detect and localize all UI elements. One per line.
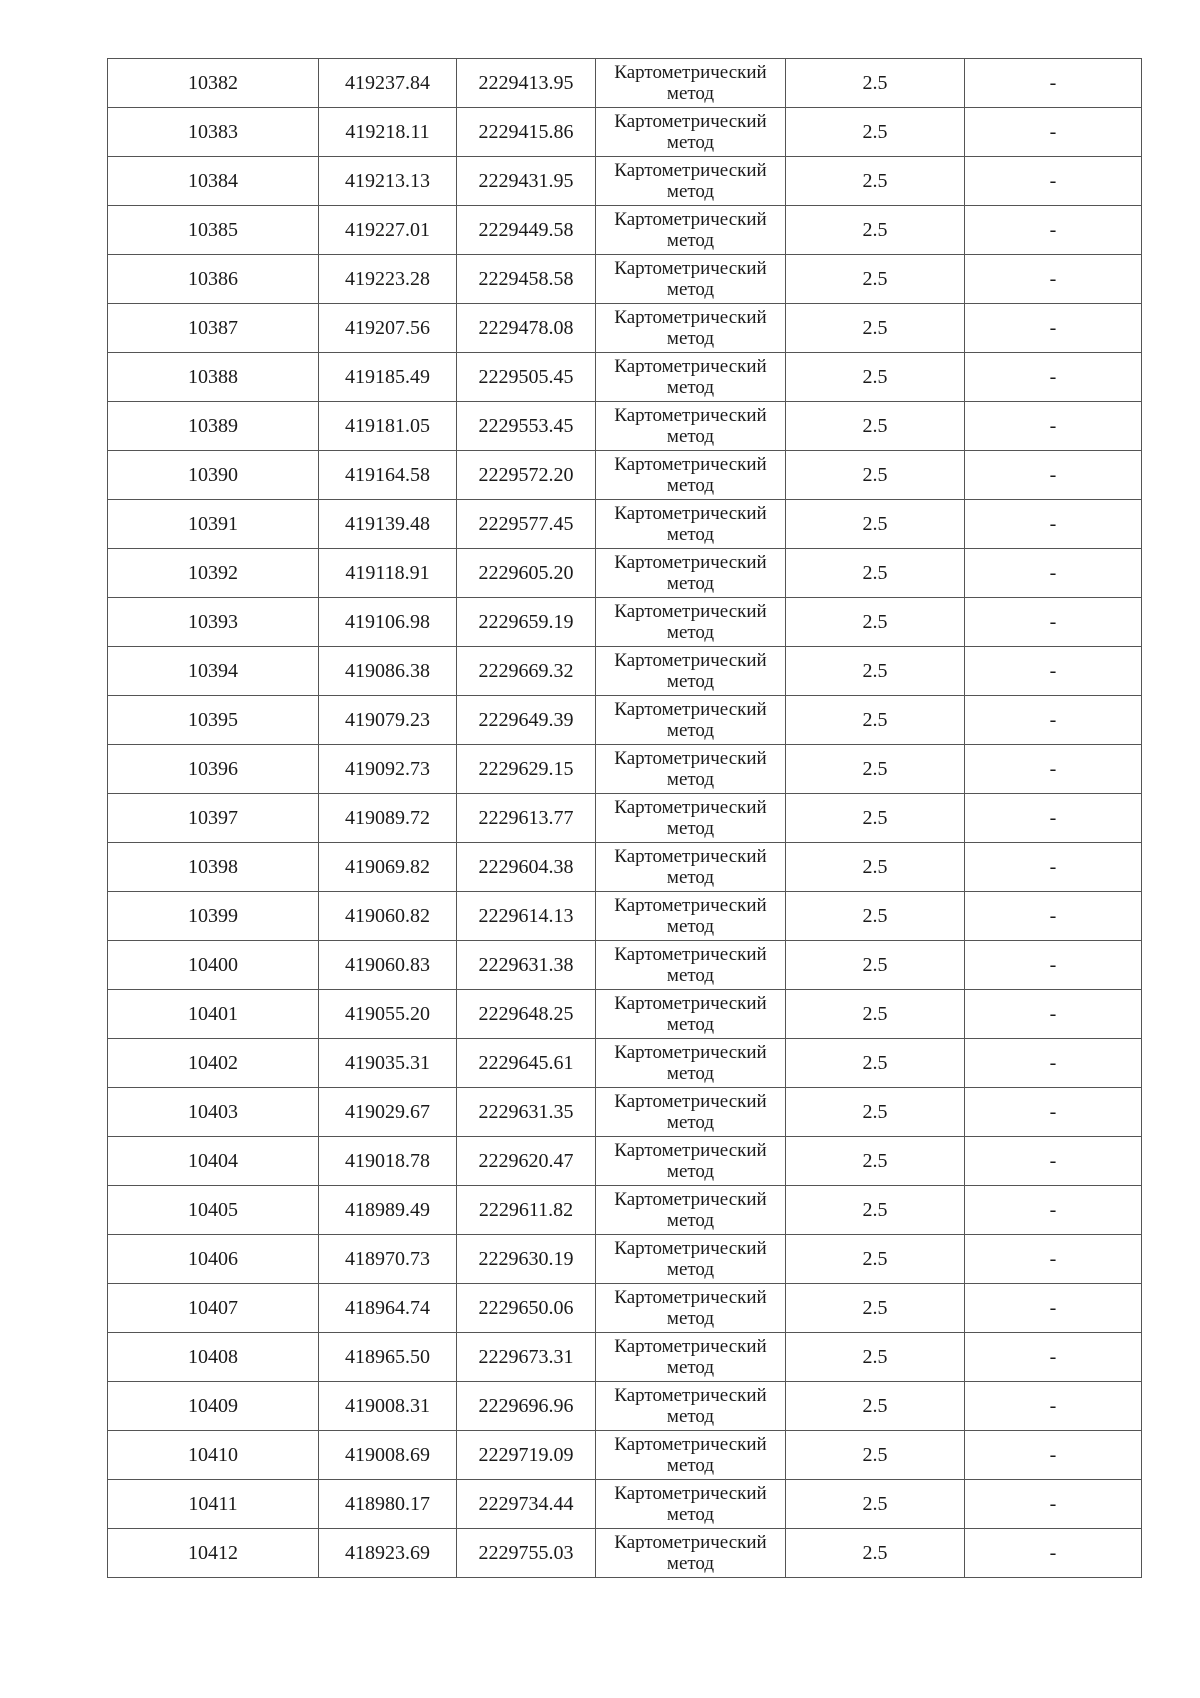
y-coordinate-cell: 2229458.58 [457, 255, 596, 304]
table-row [108, 304, 1142, 353]
note-cell: - [965, 843, 1142, 892]
method-line-2: метод [666, 83, 715, 104]
y-coordinate-cell: 2229611.82 [457, 1186, 596, 1235]
method-line-1: Картометрический [614, 993, 767, 1014]
note-cell: - [965, 206, 1142, 255]
method-cell [596, 990, 786, 1039]
method-line-2: метод [666, 377, 715, 398]
note-cell: - [965, 108, 1142, 157]
table-row [108, 451, 1142, 500]
y-coordinate-cell: 2229604.38 [457, 843, 596, 892]
x-coordinate-cell: 419164.58 [319, 451, 457, 500]
accuracy-cell: 2.5 [786, 451, 965, 500]
table-row [108, 1529, 1142, 1578]
accuracy-cell: 2.5 [786, 1480, 965, 1529]
note-cell: - [965, 696, 1142, 745]
y-coordinate-cell: 2229631.35 [457, 1088, 596, 1137]
accuracy-cell: 2.5 [786, 500, 965, 549]
method-cell [596, 206, 786, 255]
method-line-1: Картометрический [614, 405, 767, 426]
point-number-cell: 10405 [108, 1186, 319, 1235]
note-cell: - [965, 1186, 1142, 1235]
method-line-1: Картометрический [614, 454, 767, 475]
point-number-cell: 10399 [108, 892, 319, 941]
note-cell: - [965, 598, 1142, 647]
table-row [108, 353, 1142, 402]
y-coordinate-cell: 2229620.47 [457, 1137, 596, 1186]
table-row [108, 1235, 1142, 1284]
y-coordinate-cell: 2229449.58 [457, 206, 596, 255]
point-number-cell: 10406 [108, 1235, 319, 1284]
method-cell [596, 1431, 786, 1480]
y-coordinate-cell: 2229605.20 [457, 549, 596, 598]
point-number-cell: 10398 [108, 843, 319, 892]
point-number-cell: 10402 [108, 1039, 319, 1088]
method-line-2: метод [666, 230, 715, 251]
accuracy-cell: 2.5 [786, 990, 965, 1039]
table-row [108, 1382, 1142, 1431]
method-line-1: Картометрический [614, 1532, 767, 1553]
method-line-2: метод [666, 1112, 715, 1133]
note-cell: - [965, 1284, 1142, 1333]
method-line-1: Картометрический [614, 846, 767, 867]
method-line-2: метод [666, 769, 715, 790]
x-coordinate-cell: 419237.84 [319, 59, 457, 108]
method-line-2: метод [666, 1161, 715, 1182]
method-cell [596, 745, 786, 794]
method-cell [596, 598, 786, 647]
table-row [108, 206, 1142, 255]
y-coordinate-cell: 2229719.09 [457, 1431, 596, 1480]
accuracy-cell: 2.5 [786, 1382, 965, 1431]
y-coordinate-cell: 2229413.95 [457, 59, 596, 108]
x-coordinate-cell: 418989.49 [319, 1186, 457, 1235]
y-coordinate-cell: 2229650.06 [457, 1284, 596, 1333]
method-line-1: Картометрический [614, 1238, 767, 1259]
note-cell: - [965, 59, 1142, 108]
method-cell [596, 1529, 786, 1578]
point-number-cell: 10388 [108, 353, 319, 402]
note-cell: - [965, 745, 1142, 794]
x-coordinate-cell: 418964.74 [319, 1284, 457, 1333]
method-line-2: метод [666, 181, 715, 202]
note-cell: - [965, 1431, 1142, 1480]
table-row [108, 108, 1142, 157]
y-coordinate-cell: 2229648.25 [457, 990, 596, 1039]
x-coordinate-cell: 418980.17 [319, 1480, 457, 1529]
method-line-2: метод [666, 1406, 715, 1427]
x-coordinate-cell: 419181.05 [319, 402, 457, 451]
point-number-cell: 10390 [108, 451, 319, 500]
method-cell [596, 1284, 786, 1333]
note-cell: - [965, 549, 1142, 598]
method-line-1: Картометрический [614, 601, 767, 622]
method-line-2: метод [666, 1455, 715, 1476]
y-coordinate-cell: 2229630.19 [457, 1235, 596, 1284]
accuracy-cell: 2.5 [786, 745, 965, 794]
y-coordinate-cell: 2229631.38 [457, 941, 596, 990]
accuracy-cell: 2.5 [786, 1235, 965, 1284]
method-cell [596, 647, 786, 696]
x-coordinate-cell: 419060.82 [319, 892, 457, 941]
note-cell: - [965, 1529, 1142, 1578]
accuracy-cell: 2.5 [786, 647, 965, 696]
x-coordinate-cell: 419079.23 [319, 696, 457, 745]
point-number-cell: 10409 [108, 1382, 319, 1431]
accuracy-cell: 2.5 [786, 1529, 965, 1578]
point-number-cell: 10386 [108, 255, 319, 304]
method-line-2: метод [666, 965, 715, 986]
method-line-2: метод [666, 867, 715, 888]
table-row [108, 157, 1142, 206]
method-cell [596, 59, 786, 108]
x-coordinate-cell: 419213.13 [319, 157, 457, 206]
y-coordinate-cell: 2229734.44 [457, 1480, 596, 1529]
method-line-2: метод [666, 818, 715, 839]
note-cell: - [965, 157, 1142, 206]
method-line-2: метод [666, 1014, 715, 1035]
y-coordinate-cell: 2229673.31 [457, 1333, 596, 1382]
method-line-2: метод [666, 328, 715, 349]
point-number-cell: 10395 [108, 696, 319, 745]
method-line-1: Картометрический [614, 552, 767, 573]
accuracy-cell: 2.5 [786, 892, 965, 941]
x-coordinate-cell: 419218.11 [319, 108, 457, 157]
point-number-cell: 10401 [108, 990, 319, 1039]
method-line-2: метод [666, 1357, 715, 1378]
method-line-2: метод [666, 1259, 715, 1280]
y-coordinate-cell: 2229649.39 [457, 696, 596, 745]
accuracy-cell: 2.5 [786, 1186, 965, 1235]
table-row [108, 1431, 1142, 1480]
accuracy-cell: 2.5 [786, 1039, 965, 1088]
method-line-1: Картометрический [614, 1483, 767, 1504]
method-line-1: Картометрический [614, 944, 767, 965]
accuracy-cell: 2.5 [786, 353, 965, 402]
y-coordinate-cell: 2229431.95 [457, 157, 596, 206]
x-coordinate-cell: 419089.72 [319, 794, 457, 843]
point-number-cell: 10400 [108, 941, 319, 990]
point-number-cell: 10387 [108, 304, 319, 353]
table-row [108, 500, 1142, 549]
x-coordinate-cell: 419227.01 [319, 206, 457, 255]
point-number-cell: 10382 [108, 59, 319, 108]
note-cell: - [965, 1039, 1142, 1088]
note-cell: - [965, 1480, 1142, 1529]
method-line-1: Картометрический [614, 895, 767, 916]
method-line-1: Картометрический [614, 1140, 767, 1161]
point-number-cell: 10411 [108, 1480, 319, 1529]
x-coordinate-cell: 419086.38 [319, 647, 457, 696]
x-coordinate-cell: 419223.28 [319, 255, 457, 304]
table-row [108, 1088, 1142, 1137]
method-cell [596, 255, 786, 304]
y-coordinate-cell: 2229669.32 [457, 647, 596, 696]
accuracy-cell: 2.5 [786, 108, 965, 157]
note-cell: - [965, 1382, 1142, 1431]
accuracy-cell: 2.5 [786, 304, 965, 353]
point-number-cell: 10391 [108, 500, 319, 549]
point-number-cell: 10392 [108, 549, 319, 598]
method-line-1: Картометрический [614, 307, 767, 328]
x-coordinate-cell: 418923.69 [319, 1529, 457, 1578]
x-coordinate-cell: 419029.67 [319, 1088, 457, 1137]
method-cell [596, 794, 786, 843]
method-cell [596, 892, 786, 941]
note-cell: - [965, 794, 1142, 843]
note-cell: - [965, 892, 1142, 941]
method-cell [596, 1088, 786, 1137]
accuracy-cell: 2.5 [786, 1088, 965, 1137]
accuracy-cell: 2.5 [786, 206, 965, 255]
table-row [108, 794, 1142, 843]
point-number-cell: 10396 [108, 745, 319, 794]
point-number-cell: 10394 [108, 647, 319, 696]
method-cell [596, 1480, 786, 1529]
method-line-2: метод [666, 279, 715, 300]
method-line-2: метод [666, 720, 715, 741]
method-line-2: метод [666, 916, 715, 937]
point-number-cell: 10403 [108, 1088, 319, 1137]
method-line-1: Картометрический [614, 1091, 767, 1112]
method-cell [596, 451, 786, 500]
method-line-2: метод [666, 573, 715, 594]
method-cell [596, 500, 786, 549]
method-cell [596, 696, 786, 745]
method-line-1: Картометрический [614, 503, 767, 524]
accuracy-cell: 2.5 [786, 696, 965, 745]
method-cell [596, 108, 786, 157]
x-coordinate-cell: 419035.31 [319, 1039, 457, 1088]
table-row [108, 696, 1142, 745]
method-line-2: метод [666, 671, 715, 692]
coordinates-table-body [108, 59, 1142, 1578]
method-line-2: метод [666, 1553, 715, 1574]
x-coordinate-cell: 419069.82 [319, 843, 457, 892]
accuracy-cell: 2.5 [786, 157, 965, 206]
y-coordinate-cell: 2229659.19 [457, 598, 596, 647]
x-coordinate-cell: 419207.56 [319, 304, 457, 353]
method-line-1: Картометрический [614, 1189, 767, 1210]
method-line-2: метод [666, 132, 715, 153]
table-row [108, 941, 1142, 990]
x-coordinate-cell: 419060.83 [319, 941, 457, 990]
table-row [108, 255, 1142, 304]
method-cell [596, 1039, 786, 1088]
method-line-1: Картометрический [614, 650, 767, 671]
accuracy-cell: 2.5 [786, 843, 965, 892]
note-cell: - [965, 451, 1142, 500]
method-line-1: Картометрический [614, 209, 767, 230]
method-line-1: Картометрический [614, 160, 767, 181]
note-cell: - [965, 1235, 1142, 1284]
point-number-cell: 10389 [108, 402, 319, 451]
x-coordinate-cell: 419106.98 [319, 598, 457, 647]
accuracy-cell: 2.5 [786, 59, 965, 108]
x-coordinate-cell: 419139.48 [319, 500, 457, 549]
table-row [108, 990, 1142, 1039]
point-number-cell: 10397 [108, 794, 319, 843]
table-row [108, 1137, 1142, 1186]
accuracy-cell: 2.5 [786, 1333, 965, 1382]
point-number-cell: 10393 [108, 598, 319, 647]
y-coordinate-cell: 2229572.20 [457, 451, 596, 500]
method-cell [596, 1382, 786, 1431]
point-number-cell: 10410 [108, 1431, 319, 1480]
note-cell: - [965, 1137, 1142, 1186]
y-coordinate-cell: 2229755.03 [457, 1529, 596, 1578]
y-coordinate-cell: 2229613.77 [457, 794, 596, 843]
method-line-1: Картометрический [614, 1434, 767, 1455]
note-cell: - [965, 1088, 1142, 1137]
x-coordinate-cell: 419118.91 [319, 549, 457, 598]
x-coordinate-cell: 419018.78 [319, 1137, 457, 1186]
x-coordinate-cell: 419008.31 [319, 1382, 457, 1431]
method-cell [596, 941, 786, 990]
x-coordinate-cell: 419008.69 [319, 1431, 457, 1480]
table-row [108, 745, 1142, 794]
point-number-cell: 10407 [108, 1284, 319, 1333]
note-cell: - [965, 353, 1142, 402]
point-number-cell: 10383 [108, 108, 319, 157]
y-coordinate-cell: 2229553.45 [457, 402, 596, 451]
method-line-2: метод [666, 1504, 715, 1525]
note-cell: - [965, 304, 1142, 353]
method-cell [596, 1333, 786, 1382]
accuracy-cell: 2.5 [786, 598, 965, 647]
x-coordinate-cell: 419092.73 [319, 745, 457, 794]
accuracy-cell: 2.5 [786, 941, 965, 990]
y-coordinate-cell: 2229645.61 [457, 1039, 596, 1088]
method-cell [596, 549, 786, 598]
table-row [108, 1186, 1142, 1235]
method-line-1: Картометрический [614, 1042, 767, 1063]
y-coordinate-cell: 2229614.13 [457, 892, 596, 941]
method-cell [596, 304, 786, 353]
method-line-1: Картометрический [614, 699, 767, 720]
method-line-1: Картометрический [614, 1385, 767, 1406]
accuracy-cell: 2.5 [786, 1284, 965, 1333]
table-row [108, 1480, 1142, 1529]
method-line-1: Картометрический [614, 748, 767, 769]
point-number-cell: 10384 [108, 157, 319, 206]
table-row [108, 59, 1142, 108]
method-cell [596, 1235, 786, 1284]
x-coordinate-cell: 418965.50 [319, 1333, 457, 1382]
note-cell: - [965, 402, 1142, 451]
note-cell: - [965, 647, 1142, 696]
coordinates-table [107, 58, 1142, 1578]
accuracy-cell: 2.5 [786, 549, 965, 598]
method-line-2: метод [666, 1210, 715, 1231]
point-number-cell: 10385 [108, 206, 319, 255]
table-row [108, 892, 1142, 941]
y-coordinate-cell: 2229505.45 [457, 353, 596, 402]
accuracy-cell: 2.5 [786, 794, 965, 843]
table-row [108, 402, 1142, 451]
method-cell [596, 157, 786, 206]
y-coordinate-cell: 2229577.45 [457, 500, 596, 549]
method-cell [596, 402, 786, 451]
table-row [108, 1333, 1142, 1382]
method-line-1: Картометрический [614, 797, 767, 818]
method-line-1: Картометрический [614, 111, 767, 132]
table-row [108, 598, 1142, 647]
method-line-1: Картометрический [614, 258, 767, 279]
table-row [108, 549, 1142, 598]
table-row [108, 1284, 1142, 1333]
point-number-cell: 10408 [108, 1333, 319, 1382]
y-coordinate-cell: 2229696.96 [457, 1382, 596, 1431]
note-cell: - [965, 500, 1142, 549]
note-cell: - [965, 990, 1142, 1039]
method-line-1: Картометрический [614, 1287, 767, 1308]
accuracy-cell: 2.5 [786, 255, 965, 304]
y-coordinate-cell: 2229415.86 [457, 108, 596, 157]
point-number-cell: 10412 [108, 1529, 319, 1578]
method-cell [596, 1137, 786, 1186]
accuracy-cell: 2.5 [786, 402, 965, 451]
accuracy-cell: 2.5 [786, 1431, 965, 1480]
method-line-2: метод [666, 622, 715, 643]
x-coordinate-cell: 419185.49 [319, 353, 457, 402]
note-cell: - [965, 941, 1142, 990]
y-coordinate-cell: 2229478.08 [457, 304, 596, 353]
method-line-1: Картометрический [614, 356, 767, 377]
method-cell [596, 353, 786, 402]
y-coordinate-cell: 2229629.15 [457, 745, 596, 794]
method-line-2: метод [666, 1063, 715, 1084]
table-row [108, 647, 1142, 696]
method-cell [596, 843, 786, 892]
table-row [108, 1039, 1142, 1088]
accuracy-cell: 2.5 [786, 1137, 965, 1186]
x-coordinate-cell: 419055.20 [319, 990, 457, 1039]
x-coordinate-cell: 418970.73 [319, 1235, 457, 1284]
method-line-1: Картометрический [614, 1336, 767, 1357]
method-cell [596, 1186, 786, 1235]
method-line-2: метод [666, 524, 715, 545]
method-line-2: метод [666, 1308, 715, 1329]
table-row [108, 843, 1142, 892]
method-line-2: метод [666, 426, 715, 447]
note-cell: - [965, 255, 1142, 304]
point-number-cell: 10404 [108, 1137, 319, 1186]
method-line-1: Картометрический [614, 62, 767, 83]
note-cell: - [965, 1333, 1142, 1382]
method-line-2: метод [666, 475, 715, 496]
